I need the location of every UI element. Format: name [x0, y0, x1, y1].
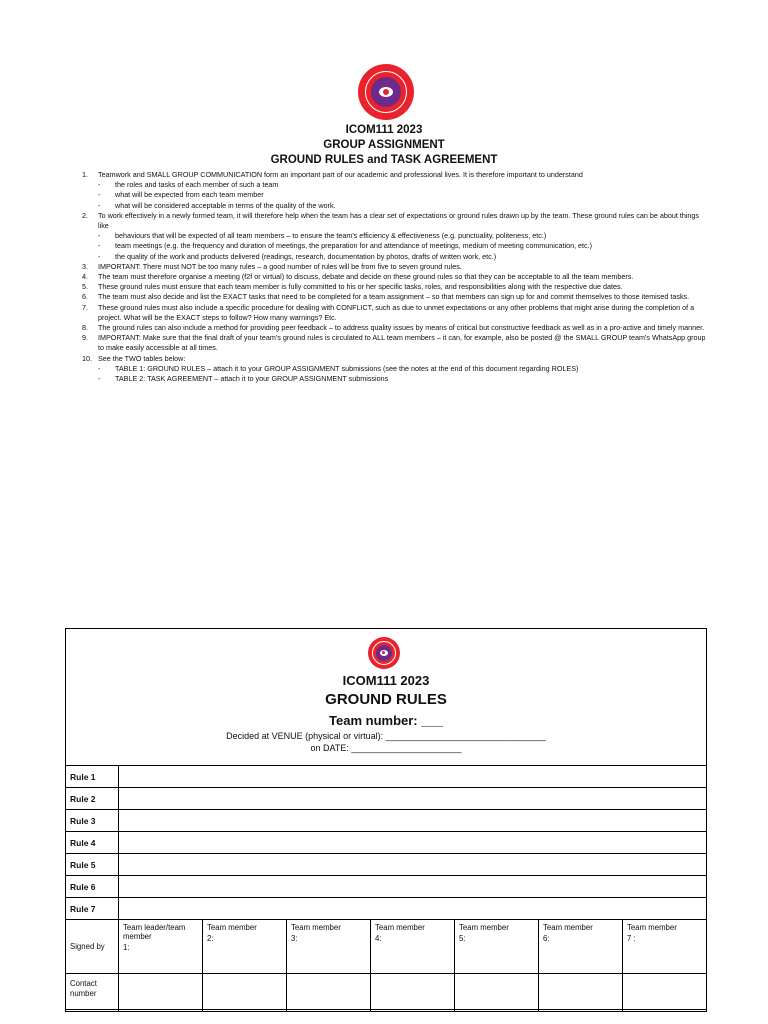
contact-input-cell[interactable]: [623, 974, 707, 1012]
instruction-item: 3. IMPORTANT: There must NOT be too many rules – a good number of rules will be from five to seven ground rules.: [82, 261, 462, 271]
instruction-item: 7. These ground rules must also include a specific procedure for dealing with CONFLICT, such as due to unmet expectations or any other problems that might arise during the completion of a project. What will be the EXACT steps to follow? How many warnings? Etc.: [82, 302, 695, 322]
contact-number-row: [66, 974, 707, 1012]
rule-input-cell[interactable]: [119, 766, 707, 788]
member-signature-cell[interactable]: Team leader/team member 1:: [119, 920, 203, 974]
contact-input-cell[interactable]: [203, 974, 287, 1012]
form-logo: [368, 637, 400, 669]
signed-by-label: Signed by: [66, 920, 119, 974]
instruction-item: 10. See the TWO tables below:: [82, 353, 186, 363]
member-signature-cell[interactable]: Team member 3:: [287, 920, 371, 974]
rule-label: Rule 4: [66, 832, 119, 854]
member-signature-cell[interactable]: Team member 7 :: [623, 920, 707, 974]
document-title: GROUND RULES and TASK AGREEMENT: [270, 154, 498, 166]
venue-field[interactable]: Decided at VENUE (physical or virtual): ________________________________: [226, 731, 546, 741]
member-signature-cell[interactable]: Team member 2:: [203, 920, 287, 974]
signature-table: [65, 919, 707, 1012]
contact-input-cell[interactable]: [287, 974, 371, 1012]
instruction-subitem: - what will be expected from each team member: [98, 190, 264, 200]
instruction-item: 9. IMPORTANT: Make sure that the final draft of your team's ground rules is circulated to ALL team members – it can, for example, also be posted @ the SMALL GROUP team's WhatsApp group to make easily accessible at all times.: [82, 333, 706, 353]
rule-row: [66, 898, 707, 920]
rule-row: [66, 788, 707, 810]
member-signature-cell[interactable]: Team member 4:: [371, 920, 455, 974]
rule-input-cell[interactable]: [119, 788, 707, 810]
form-course-code: ICOM111 2023: [342, 673, 430, 688]
signed-by-row: [66, 920, 707, 974]
rule-row: [66, 876, 707, 898]
rule-input-cell[interactable]: [119, 810, 707, 832]
contact-number-label: Contact number: [66, 974, 119, 1012]
rule-label: Rule 7: [66, 898, 119, 920]
contact-input-cell[interactable]: [371, 974, 455, 1012]
rules-table: [65, 765, 707, 920]
university-logo: [358, 64, 414, 120]
team-number-field[interactable]: Team number: ___: [329, 713, 443, 728]
member-signature-cell[interactable]: Team member 6:: [539, 920, 623, 974]
rule-row: [66, 832, 707, 854]
instruction-item: 1. Teamwork and SMALL GROUP COMMUNICATION form an important part of our academic and professional lives. It is therefore important to understand: [82, 170, 583, 179]
date-field[interactable]: on DATE: ______________________: [310, 743, 462, 753]
rule-row: [66, 766, 707, 788]
contact-input-cell[interactable]: [539, 974, 623, 1012]
instruction-subitem: - TABLE 1: GROUND RULES – attach it to your GROUP ASSIGNMENT submissions (see the notes at the end of this document regarding ROLES): [98, 363, 579, 373]
instruction-subitem: - the roles and tasks of each member of such a team: [98, 180, 279, 190]
assignment-label: GROUP ASSIGNMENT: [323, 139, 445, 151]
contact-input-cell[interactable]: [119, 974, 203, 1012]
rule-label: Rule 6: [66, 876, 119, 898]
rule-label: Rule 2: [66, 788, 119, 810]
rule-row: [66, 810, 707, 832]
instruction-subitem: - behaviours that will be expected of all team members – to ensure the team's efficiency & effectiveness (e.g. punctuality, politeness, etc.): [98, 231, 547, 241]
instruction-subitem: - TABLE 2: TASK AGREEMENT – attach it to your GROUP ASSIGNMENT submissions: [98, 374, 389, 384]
rule-label: Rule 3: [66, 810, 119, 832]
instruction-item: 5. These ground rules must ensure that each team member is fully committed to his or her specific tasks, roles, and responsibilities along with the respective due dates.: [82, 282, 623, 292]
rule-input-cell[interactable]: [119, 854, 707, 876]
member-signature-cell[interactable]: Team member 5:: [455, 920, 539, 974]
rule-label: Rule 1: [66, 766, 119, 788]
instruction-subitem: - team meetings (e.g. the frequency and duration of meetings, the preparation for and attendance of meetings, medium of meeting communication, etc.): [98, 241, 593, 251]
instruction-item: 4. The team must therefore organise a meeting (f2f or virtual) to discuss, debate and decide on these ground rules so that they can be acceptable to all the team members.: [82, 272, 634, 282]
contact-input-cell[interactable]: [455, 974, 539, 1012]
instruction-item: 8. The ground rules can also include a method for providing peer feedback – to address quality issues by means of critical but constructive feedback as well as in a pro-active and timely manner.: [82, 323, 705, 333]
instruction-subitem: - what will be considered acceptable in terms of the quality of the work.: [98, 200, 336, 210]
course-code: ICOM111 2023: [345, 124, 423, 136]
rule-input-cell[interactable]: [119, 876, 707, 898]
instructions-list: [80, 170, 710, 384]
instruction-item: 2. To work effectively in a newly formed team, it will therefore help when the team has a clear set of expectations or ground rules drawn up by the team. These ground rules can be about things like: [82, 210, 700, 231]
instruction-item: 6. The team must also decide and list the EXACT tasks that need to be completed for a team assignment – so that members can sign up for and commit themselves to those itemised tasks.: [82, 292, 690, 302]
instruction-subitem: - the quality of the work and products delivered (readings, research, documentation by photos, drafts of written work, etc.): [98, 251, 497, 261]
rule-label: Rule 5: [66, 854, 119, 876]
rule-input-cell[interactable]: [119, 898, 707, 920]
rule-row: [66, 854, 707, 876]
form-title: GROUND RULES: [325, 691, 447, 708]
rule-input-cell[interactable]: [119, 832, 707, 854]
ground-rules-form: [65, 628, 707, 1010]
